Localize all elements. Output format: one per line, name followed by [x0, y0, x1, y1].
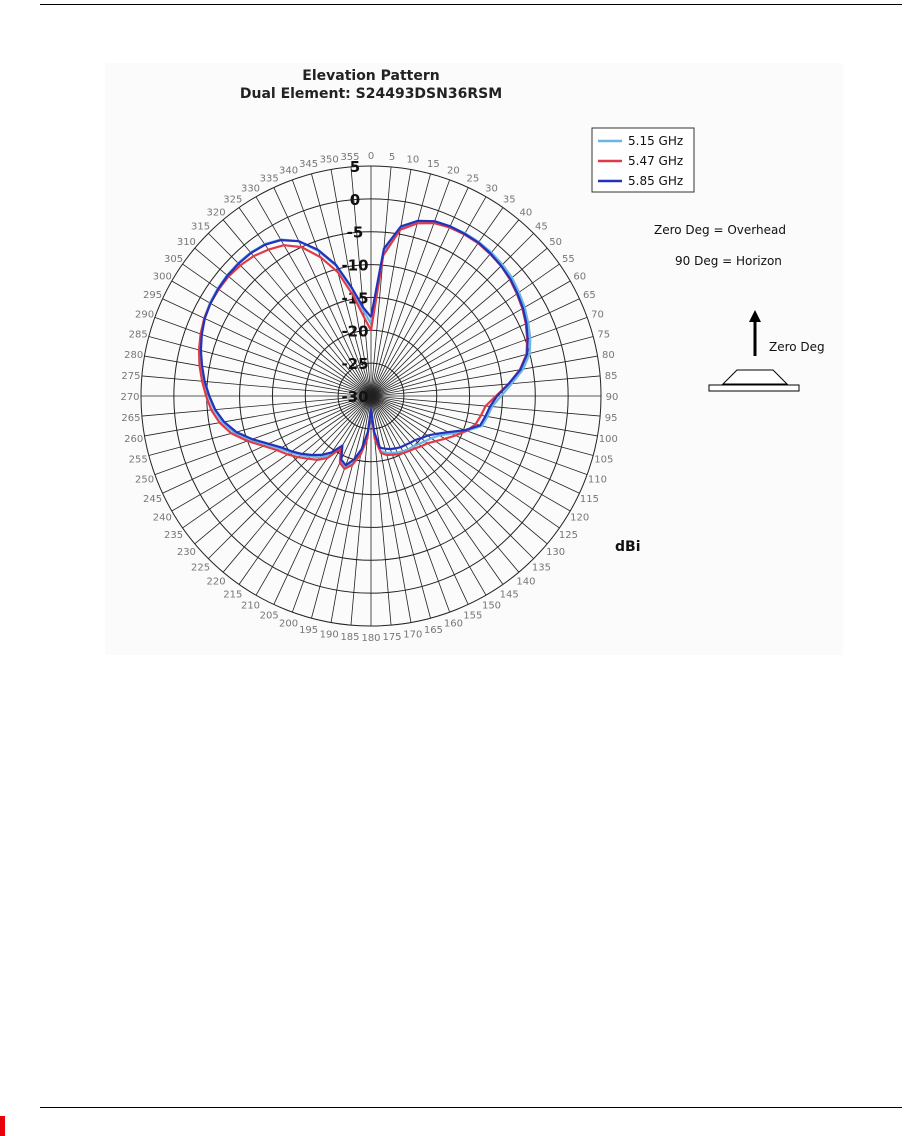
radial-tick-label: -25 — [341, 355, 369, 374]
radial-tick-label: -10 — [341, 256, 369, 275]
angle-tick-label: 245 — [143, 493, 163, 505]
angle-tick-label: 280 — [124, 350, 144, 362]
angle-tick-label: 185 — [340, 632, 360, 644]
angle-tick-label: 260 — [124, 433, 144, 445]
angle-tick-label: 345 — [299, 159, 319, 171]
antenna-base-icon — [709, 385, 799, 391]
grid-spoke — [371, 188, 468, 396]
angle-tick-label: 20 — [447, 165, 460, 177]
grid-spoke — [371, 396, 431, 618]
angle-tick-label: 275 — [121, 370, 141, 382]
radial-tick-label: 0 — [349, 190, 361, 209]
grid-spoke — [274, 396, 371, 604]
antenna-diagram — [705, 308, 815, 408]
angle-tick-label: 200 — [279, 618, 299, 630]
top-rule — [40, 4, 902, 5]
zero-deg-arrow-label: Zero Deg — [769, 340, 825, 354]
grid-spoke — [371, 376, 600, 396]
angle-tick-label: 90 — [605, 392, 619, 403]
angle-tick-label: 110 — [587, 474, 608, 486]
angle-tick-label: 105 — [594, 454, 614, 466]
antenna-pattern-figure — [105, 63, 843, 655]
angle-tick-label: 115 — [579, 493, 599, 505]
angle-tick-label: 175 — [382, 632, 402, 644]
grid-spoke — [371, 180, 450, 396]
grid-spoke — [371, 174, 431, 396]
grid-spoke — [292, 396, 371, 612]
angle-tick-label: 325 — [223, 194, 243, 206]
radial-unit-label: dBi — [615, 539, 641, 555]
angle-tick-label: 150 — [481, 600, 502, 612]
angle-tick-label: 235 — [164, 530, 184, 542]
angle-tick-label: 270 — [120, 392, 140, 403]
horizon-annotation: 90 Deg = Horizon — [675, 254, 782, 268]
grid-spoke — [371, 167, 391, 396]
angle-tick-label: 135 — [531, 562, 551, 574]
angle-tick-label: 295 — [143, 290, 163, 302]
radial-tick-label: 5 — [349, 158, 361, 176]
grid-spoke — [371, 299, 579, 396]
angle-tick-label: 55 — [562, 253, 575, 265]
angle-tick-label: 80 — [601, 350, 615, 362]
angle-tick-label: 35 — [502, 194, 516, 206]
legend-entry: 5.85 GHz — [628, 174, 684, 188]
grid-spoke — [155, 396, 371, 475]
grid-spoke — [149, 396, 371, 456]
angle-tick-label: 220 — [206, 576, 226, 588]
angle-tick-label: 225 — [191, 562, 211, 574]
angle-tick-label: 60 — [573, 271, 587, 283]
angle-tick-label: 65 — [583, 290, 596, 302]
angle-tick-label: 125 — [558, 530, 578, 542]
grid-spoke — [155, 317, 371, 396]
angle-tick-label: 190 — [319, 629, 339, 641]
angle-tick-label: 140 — [516, 576, 536, 588]
angle-tick-label: 335 — [259, 173, 279, 185]
grid-spoke — [371, 396, 450, 612]
angle-tick-label: 315 — [191, 221, 211, 233]
grid-spoke — [163, 299, 371, 396]
angle-tick-label: 50 — [549, 237, 562, 249]
grid-spoke — [371, 336, 593, 396]
angle-tick-label: 210 — [240, 600, 261, 612]
radial-tick-label: -20 — [341, 322, 369, 341]
angle-tick-label: 40 — [519, 207, 533, 219]
angle-tick-label: 290 — [134, 309, 155, 321]
bottom-rule — [40, 1107, 902, 1108]
overhead-annotation: Zero Deg = Overhead — [654, 223, 786, 237]
angle-tick-label: 330 — [240, 183, 261, 195]
angle-tick-label: 100 — [598, 433, 618, 445]
angle-tick-label: 145 — [499, 589, 519, 601]
angle-tick-label: 195 — [299, 624, 319, 636]
angle-tick-label: 350 — [319, 154, 339, 166]
grid-spoke — [142, 376, 371, 396]
angle-tick-label: 85 — [604, 370, 618, 382]
angle-tick-label: 265 — [121, 413, 141, 425]
angle-tick-label: 230 — [176, 546, 196, 558]
angle-tick-label: 300 — [152, 271, 172, 283]
angle-tick-label: 310 — [176, 237, 196, 249]
angle-tick-label: 340 — [279, 165, 299, 177]
radial-tick-label: -15 — [341, 289, 369, 308]
angle-tick-label: 205 — [259, 610, 279, 622]
page-edge-marker — [0, 1116, 5, 1136]
angle-tick-label: 320 — [206, 207, 226, 219]
angle-tick-label: 95 — [604, 413, 618, 425]
angle-tick-label: 0 — [367, 151, 375, 162]
angle-tick-label: 215 — [223, 589, 243, 601]
angle-tick-label: 305 — [164, 253, 184, 265]
angle-tick-label: 15 — [427, 159, 440, 171]
angle-tick-label: 45 — [535, 221, 548, 233]
angle-tick-label: 165 — [423, 624, 443, 636]
angle-tick-label: 285 — [128, 329, 148, 341]
angle-tick-label: 250 — [134, 474, 155, 486]
grid-spoke — [371, 317, 587, 396]
angle-tick-label: 70 — [591, 309, 604, 321]
legend-entry: 5.15 GHz — [628, 134, 684, 148]
angle-tick-label: 75 — [597, 329, 611, 341]
up-arrow-head-icon — [749, 310, 761, 322]
angle-tick-label: 25 — [466, 173, 480, 185]
legend-entry: 5.47 GHz — [628, 154, 684, 168]
chart-title: Elevation Pattern — [302, 68, 440, 84]
grid-spoke — [149, 336, 371, 396]
angle-tick-label: 30 — [485, 183, 498, 195]
angle-tick-label: 170 — [403, 629, 423, 641]
angle-tick-label: 120 — [570, 512, 590, 524]
grid-spoke — [142, 396, 371, 416]
grid-spoke — [371, 396, 587, 475]
chart-subtitle: Dual Element: S24493DSN36RSM — [239, 86, 503, 102]
radial-tick-label: -5 — [346, 223, 364, 242]
angle-tick-label: 240 — [152, 512, 172, 524]
angle-tick-label: 355 — [340, 151, 360, 163]
radial-tick-label: -30 — [341, 388, 369, 406]
angle-tick-label: 255 — [128, 454, 148, 466]
grid-spoke — [371, 396, 579, 493]
antenna-housing-icon — [723, 370, 787, 384]
angle-tick-label: 155 — [463, 610, 483, 622]
grid-spoke — [311, 396, 371, 618]
angle-tick-label: 10 — [406, 154, 420, 166]
angle-tick-label: 5 — [388, 151, 396, 163]
angle-tick-label: 180 — [361, 633, 381, 644]
grid-spoke — [371, 396, 468, 604]
angle-tick-label: 130 — [546, 546, 566, 558]
angle-tick-label: 160 — [443, 618, 463, 630]
